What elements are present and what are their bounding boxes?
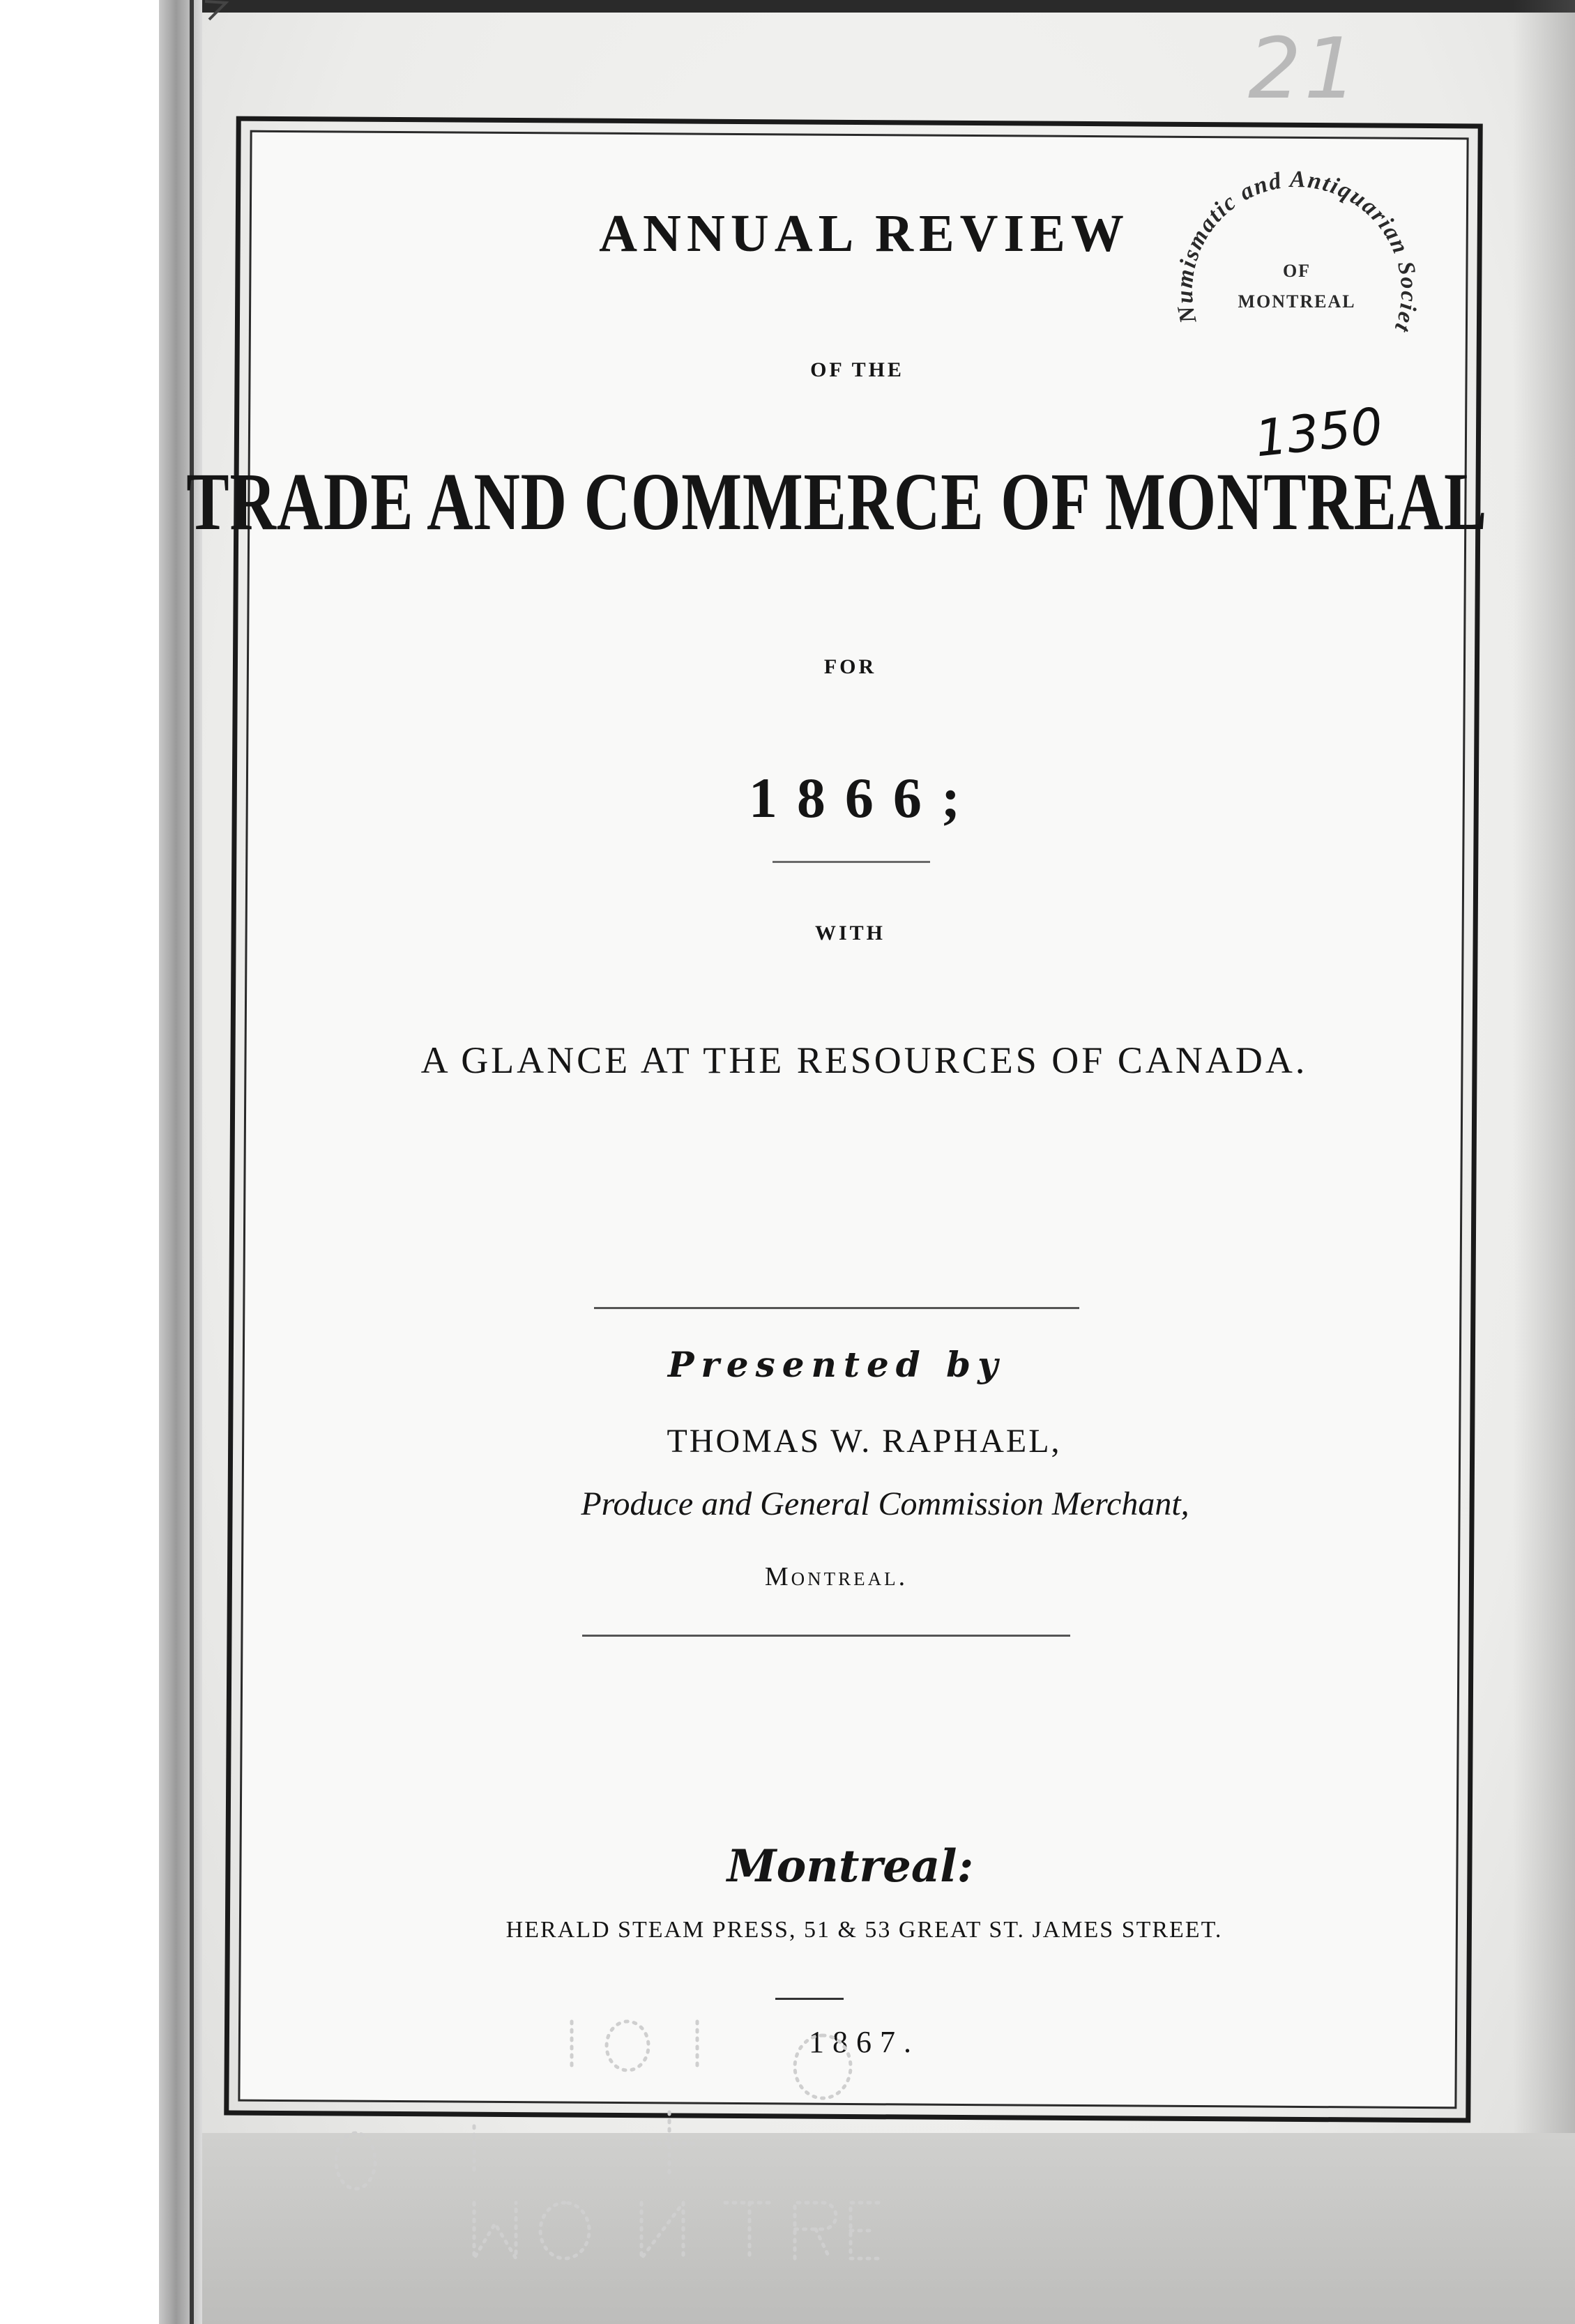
perforated-ownership-mark (335, 1994, 962, 2272)
divider-rule (582, 1635, 1070, 1637)
spine-edge (190, 0, 194, 2324)
right-page-shadow (1513, 0, 1575, 2324)
divider-rule (773, 861, 930, 863)
review-year: 1866; (748, 766, 980, 830)
stamp-of-label: OF (1282, 261, 1311, 281)
perforation-dots (335, 1994, 962, 2272)
imprint-press: HERALD STEAM PRESS, 51 & 53 GREAT ST. JAMES STREET. (505, 1917, 1223, 1943)
book-gutter (159, 0, 202, 2324)
stamp-montreal-label: MONTREAL (1238, 291, 1356, 312)
subtitle: A GLANCE AT THE RESOURCES OF CANADA. (420, 1039, 1308, 1081)
connector-for: FOR (823, 655, 877, 678)
pencil-shelf-number: 21 (1248, 21, 1360, 118)
title-annual-review: ANNUAL REVIEW (599, 204, 1129, 263)
connector-of-the: OF THE (810, 358, 904, 381)
handwritten-accession-number: 1350 (1252, 396, 1386, 468)
imprint-city: Montreal: (726, 1840, 974, 1893)
stamp-ring-text: Numismatic and Antiquarian Societ (1171, 166, 1422, 337)
presenter-occupation: Produce and General Commission Merchant, (581, 1485, 1189, 1522)
divider-rule (594, 1307, 1079, 1309)
top-page-edge (202, 0, 1575, 13)
stamp-center (1150, 256, 1443, 317)
presenter-name: THOMAS W. RAPHAEL, (667, 1423, 1062, 1460)
presented-by-label: Presented by (667, 1344, 1005, 1385)
corner-fold-mark (202, 0, 230, 24)
main-title: TRADE AND COMMERCE OF MONTREAL (186, 456, 1488, 547)
presenter-location: Montreal. (764, 1562, 908, 1591)
connector-with: WITH (814, 922, 886, 945)
imprint-year: 1867. (809, 2025, 920, 2059)
